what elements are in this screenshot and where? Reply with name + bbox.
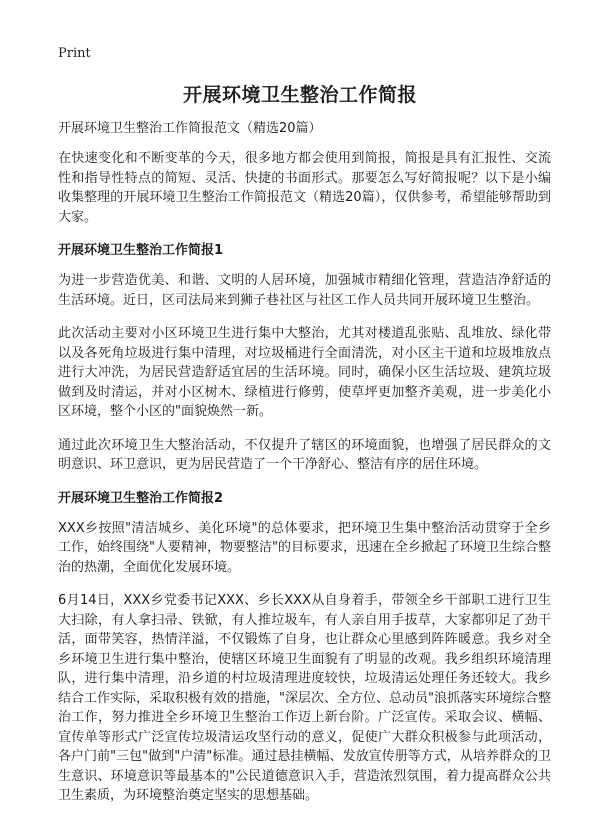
section-paragraph: 此次活动主要对小区环境卫生进行集中大整治，尤其对楼道乱张贴、乱堆放、绿化带以及各死角垃圾进行集中清理，对垃圾桶进行全面清洗，对小区主干道和垃圾堆放点进行大冲洗，为居民营造舒适宜居的生活环境。同时，确保小区生活垃圾、建筑垃圾做到及时清运，并对小区树木、绿植进行修剪，使草坪更加整齐美观，进一步美化小区环境，整个小区的"面貌焕然一新。 bbox=[58, 326, 551, 419]
section-heading: 开展环境卫生整治工作简报1 bbox=[58, 243, 224, 258]
section-1 bbox=[58, 241, 551, 475]
document-body bbox=[58, 119, 551, 820]
section-paragraph: 6月14日，XXX乡党委书记XXX、乡长XXX从自身着手，带领全乡干部职工进行卫生大扫除，有人拿扫帚、铁锨，有人推垃圾车，有人亲自用手拔草，大家都卯足了劲干活，面带笑容，热情洋溢，不仅锻炼了自身，也让群众心里感到阵阵暖意。我乡对全乡环境卫生进行集中整治，使辖区环境卫生面貌有了明显的改观。我乡组织环境清理队，进行集中清理，沿乡道的村垃圾清理进度较快，垃圾清运处理任务还较大。我乡结合工作实际，采取积极有效的措施，"深层次、全方位、总动员"浪抓落实环境综合整治工作，努力推进全乡环境卫生整治工作迈上新台阶。广泛宣传。采取会议、横幅、宣传单等形式广泛宣传垃圾清运攻坚行动的意义，促使广大群众积极参与此项活动，各户门前"三包"做到"户清"标准。通过悬挂横幅、发放宣传册等方式，从培养群众的卫生意识、环境意识等最基本的"公民道德意识入手，营造浓烈氛围，着力提高群众公共卫生素质，为环境整治奠定坚实的思想基础。 bbox=[58, 593, 551, 803]
document-subtitle: 开展环境卫生整治工作简报范文（精选20篇） bbox=[58, 121, 322, 136]
page-title: 开展环境卫生整治工作简报 bbox=[182, 84, 417, 106]
section-paragraph: 通过此次环境卫生大整治活动，不仅提升了辖区的环境面貌，也增强了居民群众的文明意识、环卫意识，更为居民营造了一个干净舒心、整洁有序的居住环境。 bbox=[58, 437, 551, 472]
intro-paragraph: 在快速变化和不断变革的今天，很多地方都会使用到简报，简报是具有汇报性、交流性和指导性特点的简短、灵活、快捷的书面形式。那要怎么写好简报呢？以下是小编收集整理的开展环境卫生整治工作简报范文（精选20篇），仅供参考，希望能够帮助到大家。 bbox=[58, 151, 551, 225]
section-2 bbox=[58, 489, 551, 806]
print-link[interactable]: Print bbox=[58, 46, 91, 61]
section-paragraph: XXX乡按照"清洁城乡、美化环境"的总体要求，把环境卫生集中整治活动贯穿于全乡工作，始终围绕"人要精神，物要整洁"的目标要求，迅速在全乡掀起了环境卫生综合整治的热潮，全面优化发展环境。 bbox=[58, 520, 551, 575]
section-heading: 开展环境卫生整治工作简报2 bbox=[58, 490, 224, 506]
section-paragraph: 为进一步营造优美、和谐、文明的人居环境，加强城市精细化管理，营造洁净舒适的生活环境。近日，区司法局来到狮子巷社区与社区工作人员共同开展环境卫生整治。 bbox=[58, 273, 551, 308]
